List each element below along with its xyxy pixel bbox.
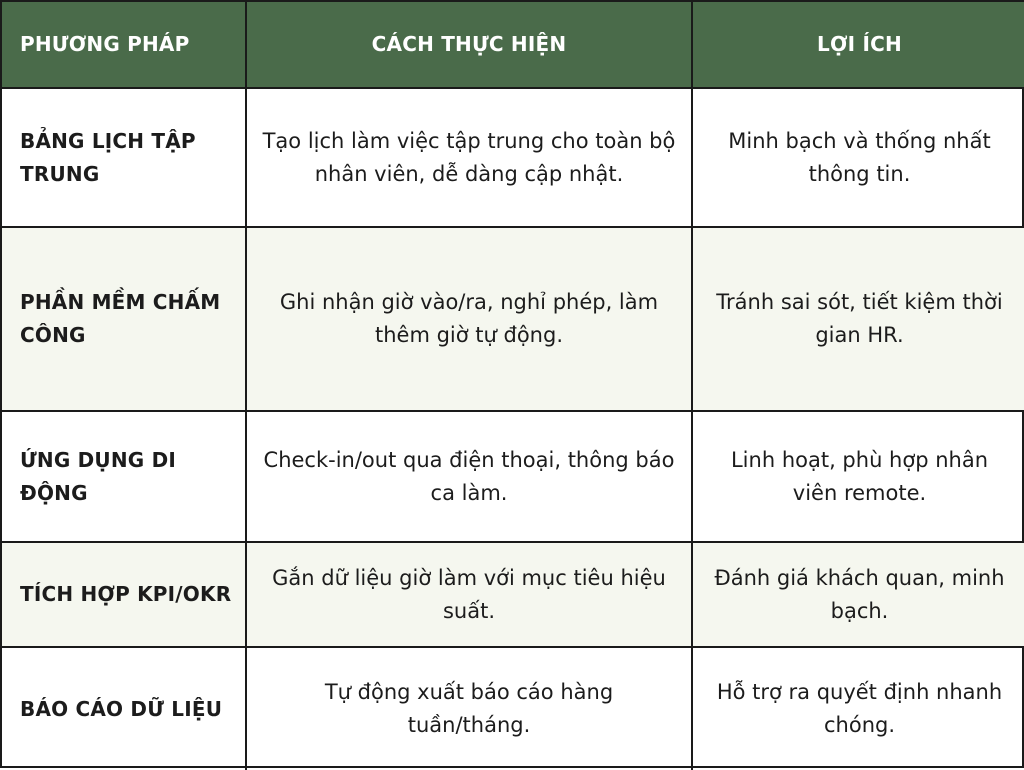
row-benefit: Linh hoạt, phù hợp nhân viên remote. <box>693 412 1024 543</box>
row-method: TÍCH HỢP KPI/OKR <box>2 543 247 648</box>
row-benefit: Hỗ trợ ra quyết định nhanh chóng. <box>716 680 1003 737</box>
row-method: ỨNG DỤNG DI ĐỘNG <box>2 412 247 543</box>
row-method: PHẦN MỀM CHẤM CÔNG <box>2 228 247 412</box>
header-method: PHƯƠNG PHÁP <box>2 2 247 89</box>
row-implementation: Ghi nhận giờ vào/ra, nghỉ phép, làm thêm giờ tự động. <box>247 228 693 412</box>
row-implementation: Tạo lịch làm việc tập trung cho toàn bộ nhân viên, dễ dàng cập nhật. <box>247 89 693 228</box>
row-method: BẢNG LỊCH TẬP TRUNG <box>2 89 247 228</box>
row-implementation: Check-in/out qua điện thoại, thông báo ca làm. <box>247 412 693 543</box>
header-benefit: LỢI ÍCH <box>693 2 1024 89</box>
row-benefit: Tránh sai sót, tiết kiệm thời gian HR. <box>693 228 1024 412</box>
row-implementation: Gắn dữ liệu giờ làm với mục tiêu hiệu suất. <box>247 543 693 648</box>
row-benefit: Đánh giá khách quan, minh bạch. <box>693 543 1024 648</box>
row-method: BÁO CÁO DỮ LIỆU <box>2 648 247 770</box>
row-benefit: Minh bạch và thống nhất thông tin. <box>693 89 1024 228</box>
header-implementation: CÁCH THỰC HIỆN <box>247 2 693 89</box>
row-implementation: Tự động xuất báo cáo hàng tuần/tháng. <box>247 648 693 770</box>
